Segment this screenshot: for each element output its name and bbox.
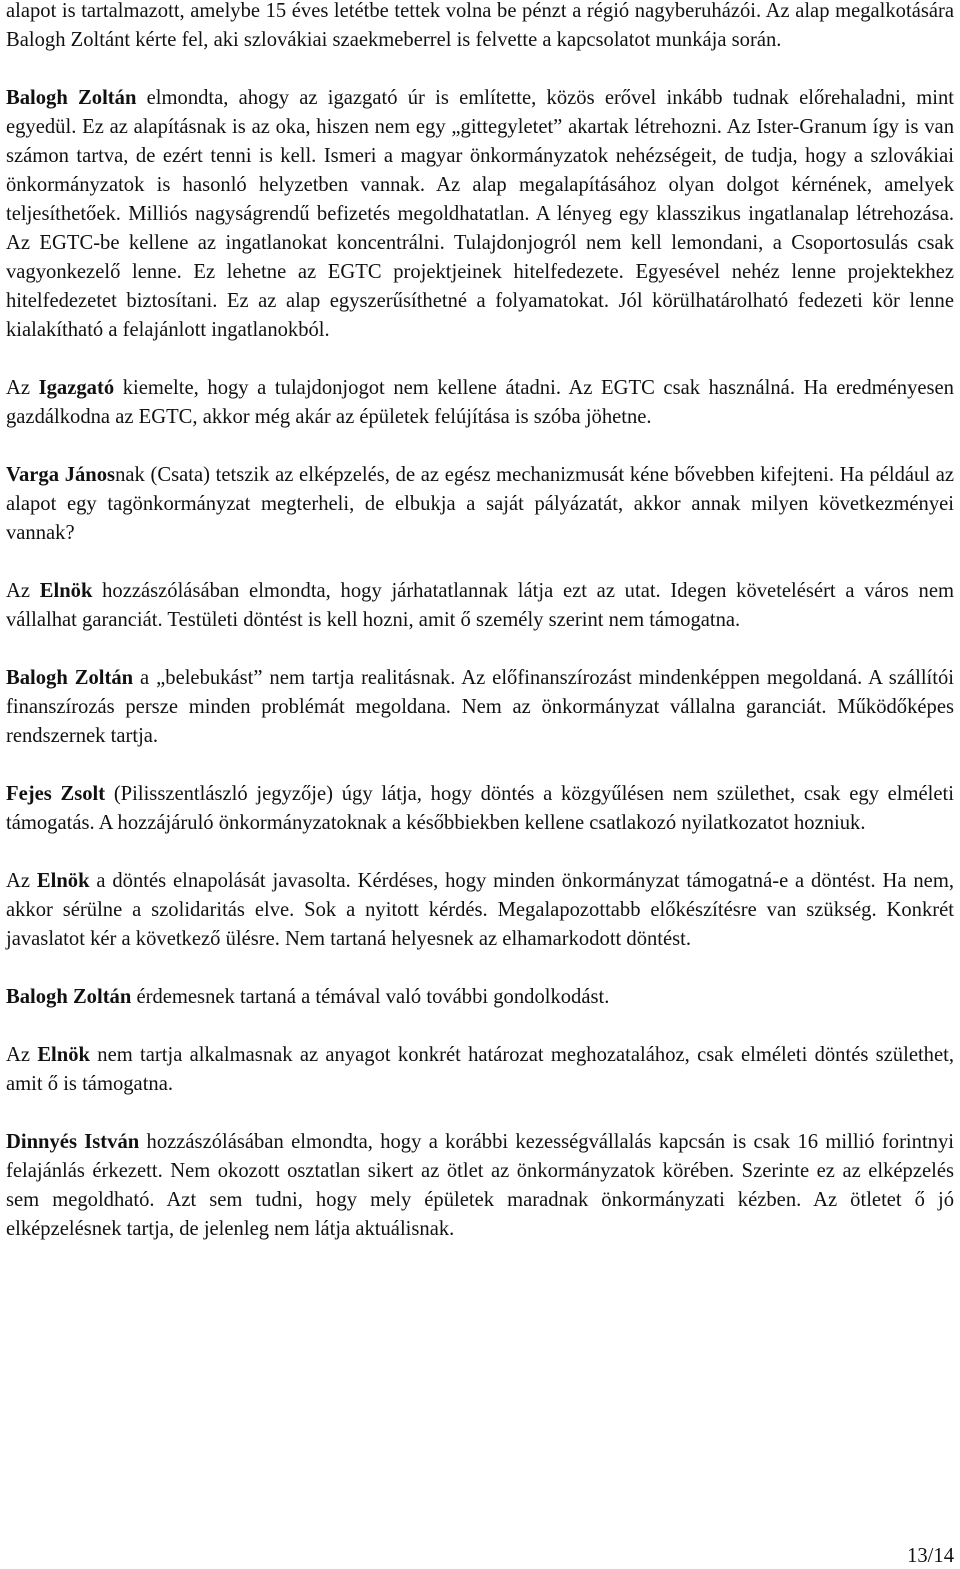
paragraph-text: a döntés elnapolását javasolta. Kérdéses, hogy minden önkormányzat támogatná-e a döntést. Ha nem, akkor sérülne a szolidaritás elve. Sok a nyitott kérdés. Megalapozottabb előkészítésre van szükség. Konkrét javaslatot kér a következő ülésre. Nem tartaná helyesnek az elhamarkodott döntést. xyxy=(6,870,954,950)
paragraph-text: Az xyxy=(6,580,40,602)
paragraph-text: hozzászólásában elmondta, hogy a korábbi kezességvállalás kapcsán is csak 16 millió forintnyi felajánlás érkezett. Nem okozott osztatlan sikert az ötlet az önkormányzatok körében. Szerinte ez az elképzelés sem megoldható. Azt sem tudni, hogy mely épületek maradnak önkormányzati kézben. Az ötletet ő jó elképzelésnek tartja, de jelenleg nem látja aktuálisnak. xyxy=(6,1131,954,1240)
page-number: 13/14 xyxy=(907,1545,954,1567)
document-body xyxy=(6,0,954,1273)
speaker-name: Elnök xyxy=(39,580,93,602)
paragraph xyxy=(6,374,954,432)
speaker-name: Balogh Zoltán xyxy=(6,87,137,109)
paragraph xyxy=(6,0,954,55)
paragraph-text: érdemesnek tartaná a témával való további gondolkodást. xyxy=(131,986,610,1008)
paragraph-text: (Pilisszentlászló jegyzője) úgy látja, hogy döntés a közgyűlésen nem születhet, csak egy elméleti támogatás. A hozzájáruló önkormányzatoknak a későbbiekben kellene csatlakozó nyilatkozatot hozniuk. xyxy=(6,783,954,834)
paragraph xyxy=(6,780,954,838)
speaker-name: Dinnyés István xyxy=(6,1131,140,1153)
speaker-name: Igazgató xyxy=(38,377,115,399)
paragraph xyxy=(6,577,954,635)
paragraph xyxy=(6,461,954,548)
paragraph-text: nak (Csata) tetszik az elképzelés, de az egész mechanizmusát kéne bővebben kifejteni. Ha például az alapot egy tagönkormányzat megterheli, de elbukja a saját pályázatát, akkor annak milyen következményei vannak? xyxy=(6,464,954,544)
speaker-name: Elnök xyxy=(36,870,90,892)
paragraph-text: Az xyxy=(6,1044,38,1066)
paragraph-text: alapot is tartalmazott, amelybe 15 éves letétbe tettek volna be pénzt a régió nagyberuházói. Az alap megalkotására Balogh Zoltánt kérte fel, aki szlovákiai szaekmeberrel is felvette a kapcsolatot munkája során. xyxy=(6,0,954,51)
paragraph-text: nem tartja alkalmasnak az anyagot konkrét határozat meghozatalához, csak elméleti döntés születhet, amit ő is támogatna. xyxy=(6,1044,954,1095)
speaker-name: Fejes Zsolt xyxy=(6,783,106,805)
speaker-name: Elnök xyxy=(37,1044,90,1066)
paragraph-text: Az xyxy=(6,870,37,892)
paragraph-text: elmondta, ahogy az igazgató úr is említette, közös erővel inkább tudnak előrehaladni, mint egyedül. Ez az alapításnak is az oka, hiszen nem egy „gittegyletet” akartak létrehozni. Az Ister-Granum így is van számon tartva, de ezért tenni is kell. Ismeri a magyar önkormányzatok nehézségeit, de tudja, hogy a szlovákiai önkormányzatok is hasonló helyzetben vannak. Az alap megalapításához olyan dolgot kérnének, amelyek teljesíthetőek. Milliós nagyságrendű befizetés megoldhatatlan. A lényeg egy klasszikus ingatlanalap létrehozása. Az EGTC-be kellene az ingatlanokat koncentrálni. Tulajdonjogról nem kell lemondani, a Csoportosulás csak vagyonkezelő lenne. Ez lehetne az EGTC projektjeinek hitelfedezete. Egyesével nehéz lenne projektekhez hitelfedezetet biztosítani. Ez az alap egyszerűsíthetné a folyamatokat. Jól körülhatárolható fedezeti kör lenne kialakítható a felajánlott ingatlanokból. xyxy=(6,87,954,341)
speaker-name: Balogh Zoltán xyxy=(6,986,132,1008)
paragraph xyxy=(6,983,954,1012)
speaker-name: Varga János xyxy=(6,464,116,486)
paragraph-text: kiemelte, hogy a tulajdonjogot nem kellene átadni. Az EGTC csak használná. Ha eredményesen gazdálkodna az EGTC, akkor még akár az épületek felújítása is szóba jöhetne. xyxy=(6,377,954,428)
paragraph xyxy=(6,1041,954,1099)
paragraph-text: Az xyxy=(6,377,39,399)
paragraph xyxy=(6,84,954,345)
paragraph xyxy=(6,664,954,751)
paragraph-text: a „belebukást” nem tartja realitásnak. Az előfinanszírozást mindenképpen megoldaná. A szállítói finanszírozás persze minden problémát megoldana. Nem az önkormányzat vállalna garanciát. Működőképes rendszernek tartja. xyxy=(6,667,955,747)
paragraph-text: hozzászólásában elmondta, hogy járhatatlannak látja ezt az utat. Idegen követelésért a város nem vállalhat garanciát. Testületi döntést is kell hozni, amit ő személy szerint nem támogatna. xyxy=(6,580,954,631)
speaker-name: Balogh Zoltán xyxy=(6,667,134,689)
paragraph xyxy=(6,867,954,954)
paragraph xyxy=(6,1128,954,1244)
